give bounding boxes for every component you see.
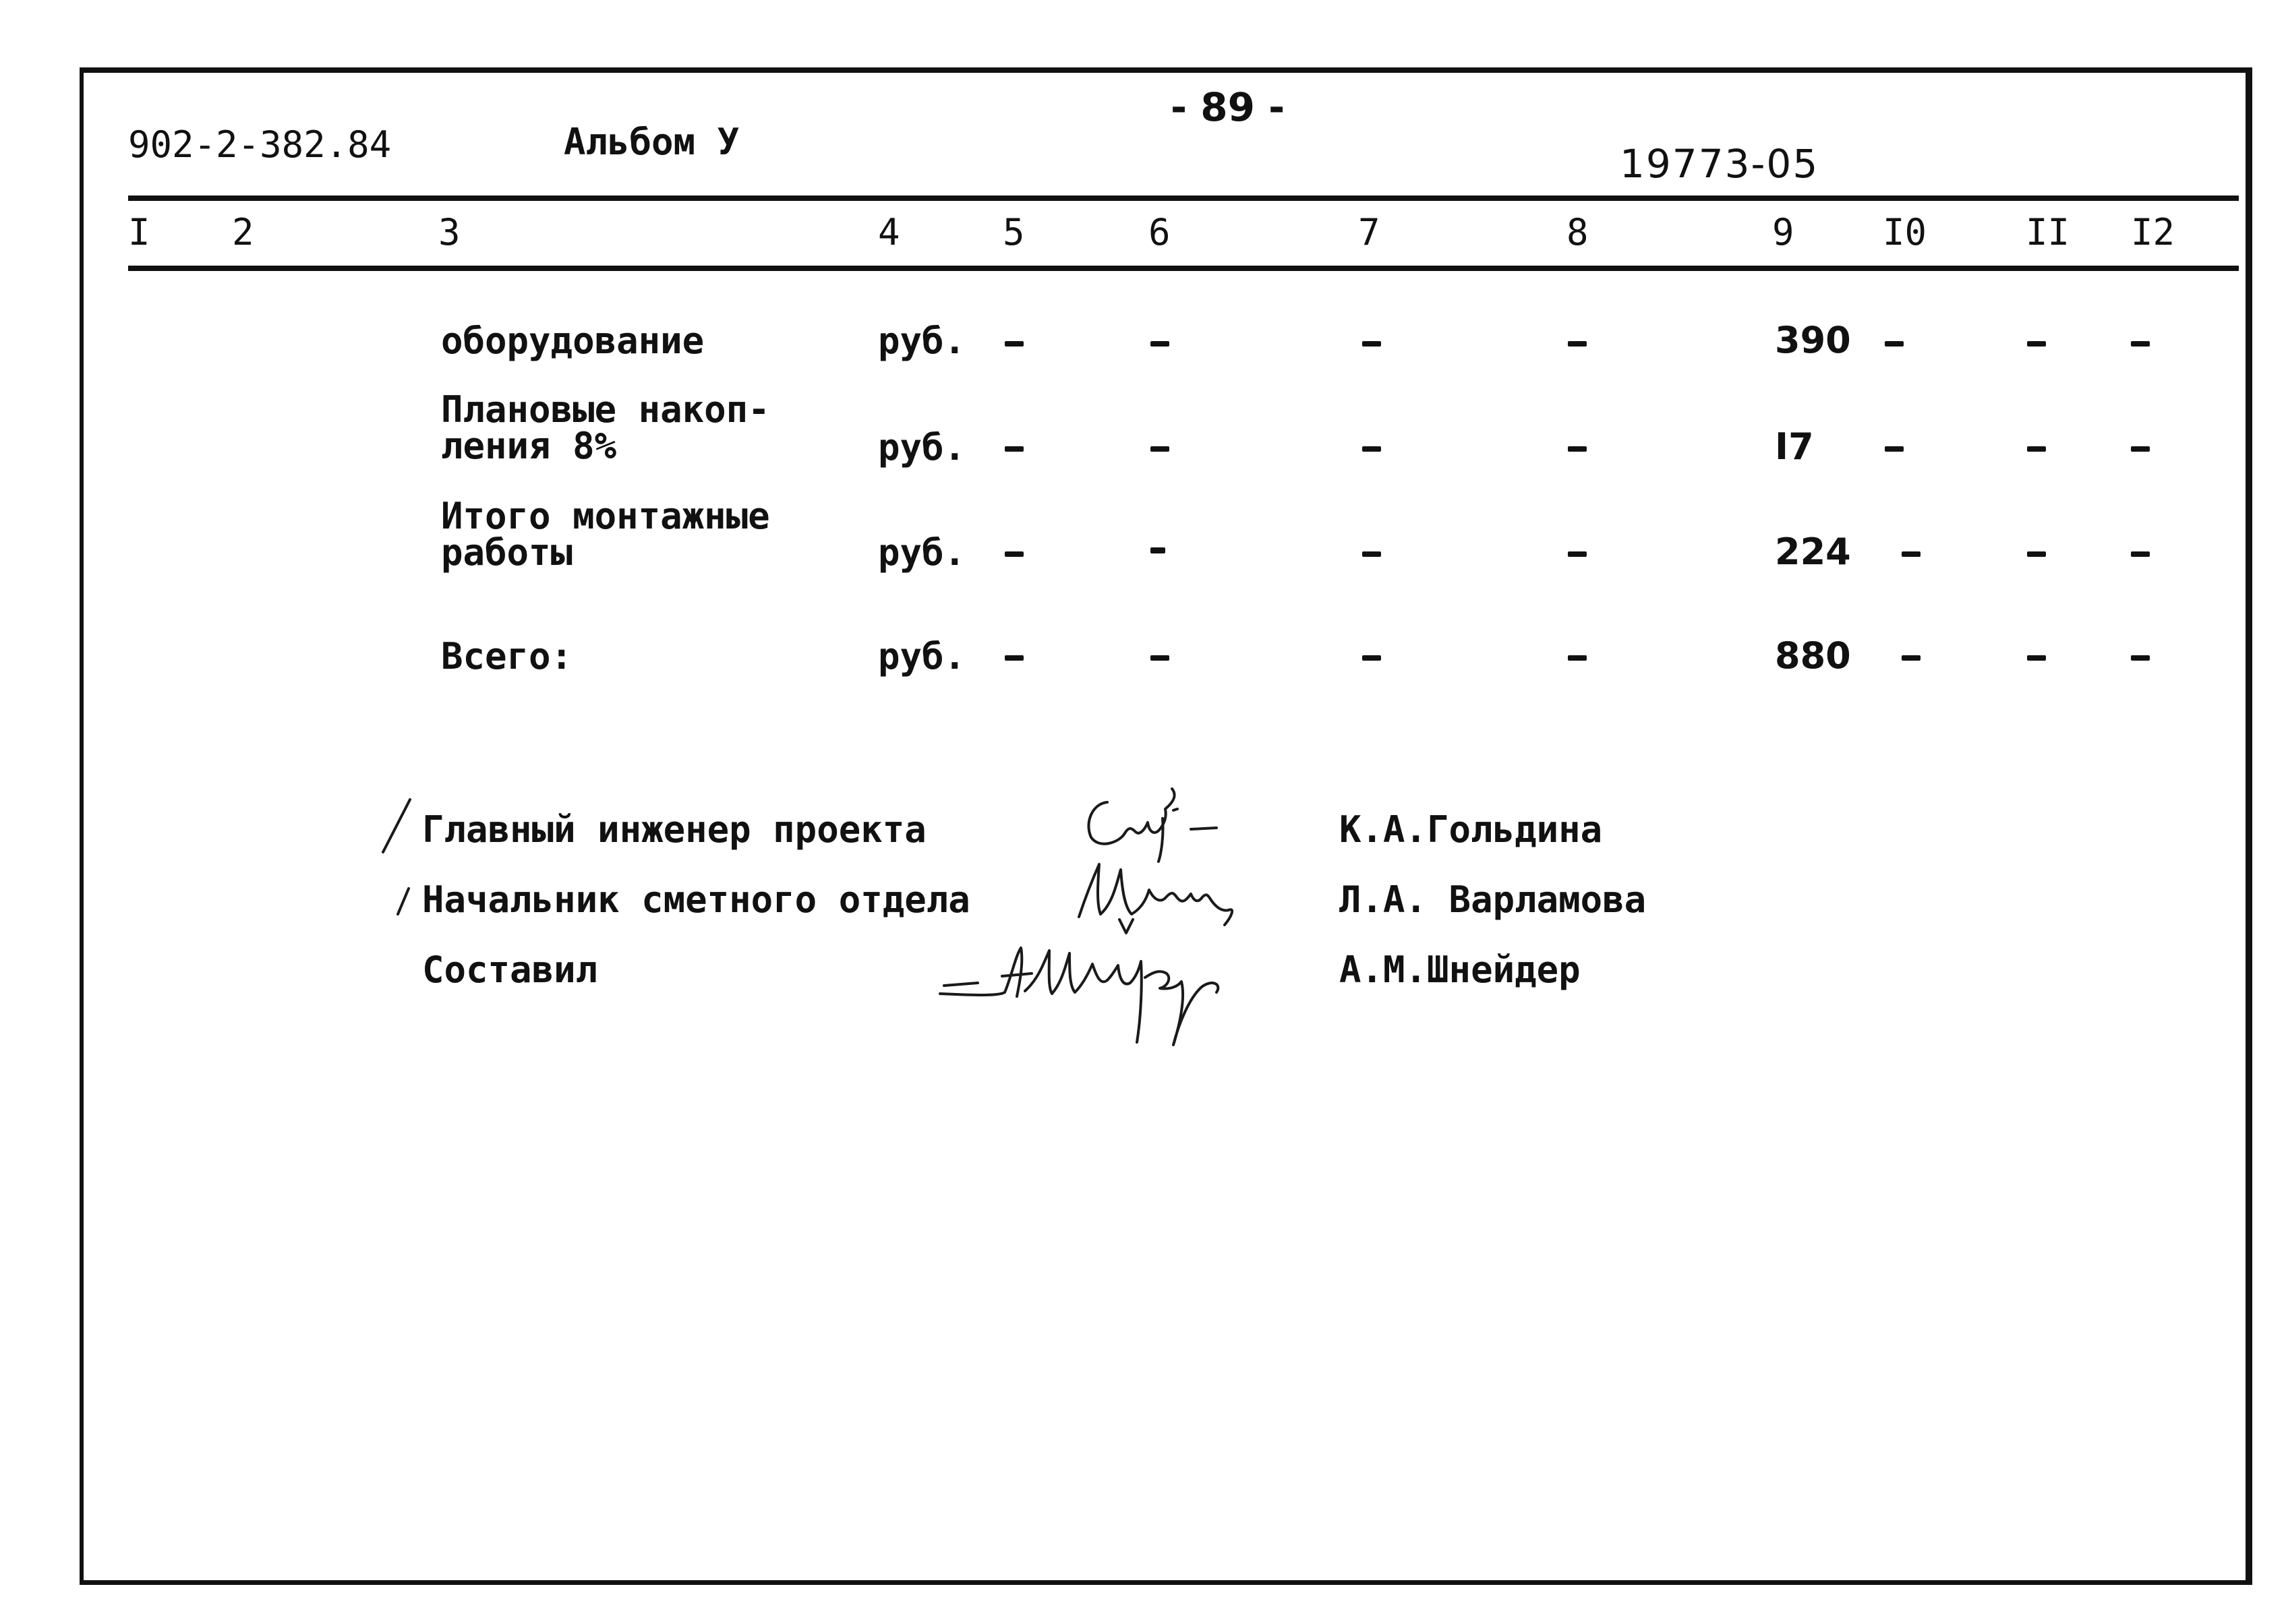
row-label: работы	[441, 531, 573, 574]
column-header: 8	[1566, 211, 1589, 253]
empty-cell-dash	[1150, 655, 1169, 661]
column-header: I0	[1883, 211, 1927, 253]
column-header: II	[2026, 211, 2070, 253]
row-label: Всего:	[441, 635, 573, 678]
header-bottom-rule	[128, 266, 2239, 271]
album-label: Альбом У	[564, 121, 740, 163]
empty-cell-dash	[1005, 446, 1024, 452]
row-value: 390	[1775, 319, 1851, 361]
empty-cell-dash	[2131, 446, 2150, 452]
empty-cell-dash	[1568, 551, 1587, 557]
empty-cell-dash	[2131, 551, 2150, 557]
column-header: I2	[2131, 211, 2175, 253]
empty-cell-dash	[1902, 551, 1921, 557]
row-unit: руб.	[878, 320, 966, 362]
row-unit: руб.	[878, 426, 966, 469]
empty-cell-dash	[1568, 446, 1587, 452]
column-header: I	[128, 211, 150, 253]
signatory-name: А.М.Шнейдер	[1339, 949, 1581, 991]
page-number: - 89 -	[1171, 84, 1285, 130]
empty-cell-dash	[1150, 341, 1169, 347]
check-mark-slash	[378, 795, 418, 856]
empty-cell-dash	[1568, 655, 1587, 661]
empty-cell-dash	[1005, 655, 1024, 661]
row-label: ления 8%	[441, 425, 617, 467]
empty-cell-dash	[2027, 655, 2046, 661]
empty-cell-dash	[1362, 341, 1381, 347]
column-header: 4	[878, 211, 900, 253]
empty-cell-dash	[1362, 551, 1381, 557]
column-header: 9	[1772, 211, 1794, 253]
empty-cell-dash	[1362, 655, 1381, 661]
empty-cell-dash	[2131, 655, 2150, 661]
row-label: Итого монтажные	[441, 495, 770, 537]
empty-cell-dash	[1885, 341, 1904, 347]
empty-cell-dash	[2131, 341, 2150, 347]
signatory-role: Начальник сметного отдела	[422, 878, 970, 921]
column-header: 7	[1358, 211, 1380, 253]
row-value: I7	[1775, 425, 1814, 468]
row-unit: руб.	[878, 531, 966, 574]
empty-cell-dash	[1005, 551, 1024, 557]
row-label: оборудование	[441, 320, 705, 362]
empty-cell-dash	[1902, 655, 1921, 661]
column-header: 2	[232, 211, 254, 253]
row-value: 880	[1775, 634, 1851, 677]
empty-cell-dash	[1885, 446, 1904, 452]
row-label: Плановые накоп-	[441, 388, 770, 431]
archive-number: 19773-05	[1620, 141, 1819, 187]
row-value: 224	[1775, 531, 1851, 573]
empty-cell-dash	[1568, 341, 1587, 347]
signatory-role: Составил	[422, 949, 598, 991]
empty-cell-dash	[1005, 341, 1024, 347]
column-header: 3	[438, 211, 461, 253]
document-code: 902-2-382.84	[128, 123, 392, 166]
handwritten-signature	[931, 922, 1241, 1050]
check-mark-slash	[394, 884, 414, 918]
empty-cell-dash	[1362, 446, 1381, 452]
signatory-name: Л.А. Варламова	[1339, 878, 1647, 921]
column-header: 6	[1148, 211, 1171, 253]
column-header: 5	[1003, 211, 1025, 253]
signatory-name: К.А.Гольдина	[1339, 808, 1603, 851]
empty-cell-dash	[1150, 446, 1169, 452]
empty-cell-dash	[1150, 547, 1165, 553]
row-unit: руб.	[878, 635, 966, 678]
empty-cell-dash	[2027, 446, 2046, 452]
header-top-rule	[128, 196, 2239, 201]
signatory-role: Главный инженер проекта	[422, 808, 927, 851]
empty-cell-dash	[2027, 341, 2046, 347]
empty-cell-dash	[2027, 551, 2046, 557]
